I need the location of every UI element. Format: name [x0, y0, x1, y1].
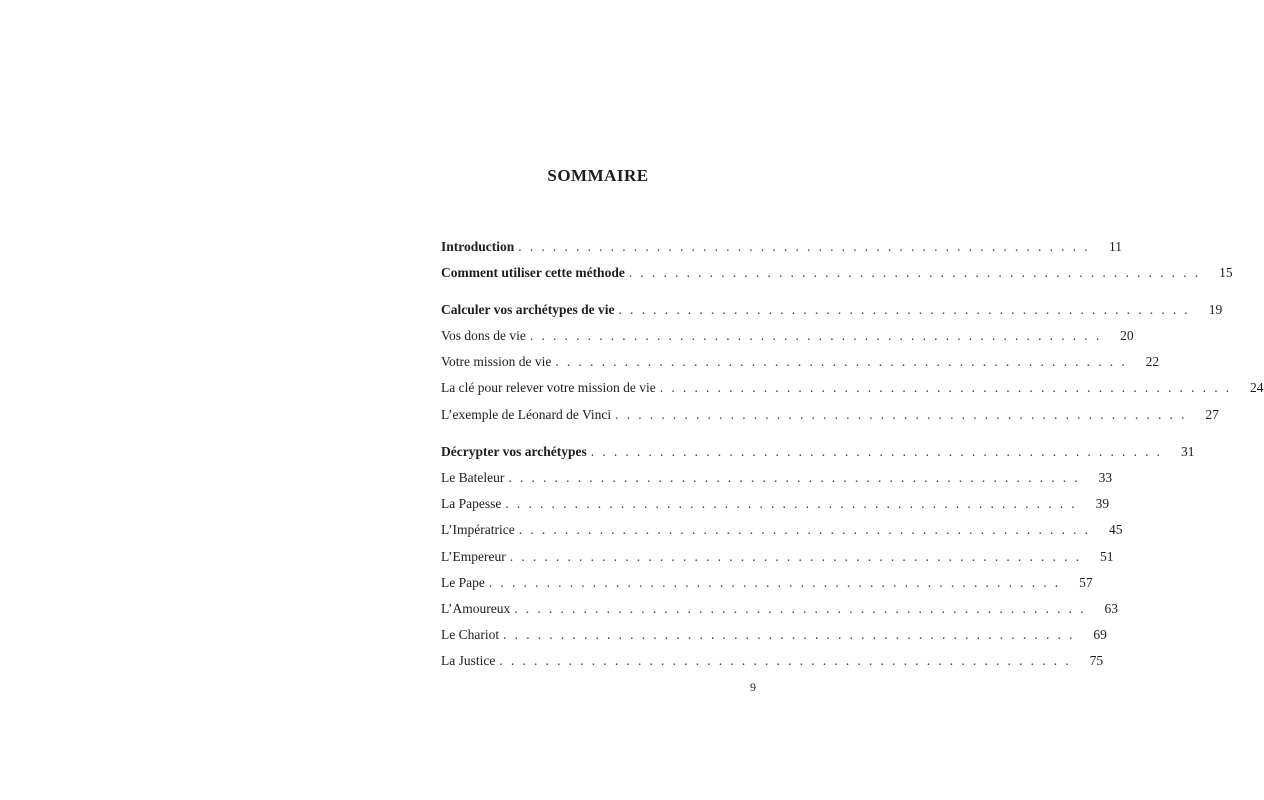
toc-entry-label: La clé pour relever votre mission de vie [441, 380, 656, 395]
toc-entry [441, 493, 1110, 515]
toc-entry-page: 20 [1120, 328, 1134, 343]
toc-entry-label: L’Amoureux [441, 601, 511, 616]
toc-entry-label: Le Bateleur [441, 470, 505, 485]
toc-entry [441, 467, 1113, 489]
dot-leader: . . . . . . . . . . . . . . . . . . . . . . . . . . . . . . . . . . . . . . . . . . . . . . . . . . [618, 302, 1191, 317]
toc-entry-label: Introduction [441, 239, 515, 254]
toc-entry [441, 572, 1093, 594]
toc-entry-page: 31 [1180, 444, 1195, 459]
toc-entry-label: La Justice [441, 653, 496, 668]
toc-entry [441, 262, 1233, 284]
dot-leader: . . . . . . . . . . . . . . . . . . . . . . . . . . . . . . . . . . . . . . . . . . . . . . . . . . [518, 522, 1091, 537]
toc-entry-page: 24 [1250, 380, 1264, 395]
dot-leader: . . . . . . . . . . . . . . . . . . . . . . . . . . . . . . . . . . . . . . . . . . . . . . . . . . [615, 407, 1187, 422]
dot-leader: . . . . . . . . . . . . . . . . . . . . . . . . . . . . . . . . . . . . . . . . . . . . . . . . . . [518, 239, 1091, 254]
dot-leader: . . . . . . . . . . . . . . . . . . . . . . . . . . . . . . . . . . . . . . . . . . . . . . . . . . [659, 380, 1232, 395]
toc-entry-page: 45 [1108, 522, 1123, 537]
dot-leader: . . . . . . . . . . . . . . . . . . . . . . . . . . . . . . . . . . . . . . . . . . . . . . . . . . [488, 575, 1061, 590]
toc-entry [441, 351, 1160, 373]
toc-entry-page: 19 [1208, 302, 1223, 317]
toc-entry [441, 404, 1219, 426]
toc-entry [441, 598, 1118, 620]
dot-leader: . . . . . . . . . . . . . . . . . . . . . . . . . . . . . . . . . . . . . . . . . . . . . . . . . . [499, 653, 1072, 668]
toc-entry-page: 22 [1145, 354, 1160, 369]
toc-entry [441, 325, 1134, 347]
toc-entry [441, 519, 1123, 541]
toc-entry-page: 39 [1095, 496, 1110, 511]
page-title: SOMMAIRE [547, 166, 649, 185]
toc-entry-label: La Papesse [441, 496, 502, 511]
dot-leader: . . . . . . . . . . . . . . . . . . . . . . . . . . . . . . . . . . . . . . . . . . . . . . . . . . [509, 549, 1082, 564]
toc-entry [441, 650, 1104, 672]
toc-entry-label: Le Chariot [441, 627, 500, 642]
dot-leader: . . . . . . . . . . . . . . . . . . . . . . . . . . . . . . . . . . . . . . . . . . . . . . . . . . [555, 354, 1128, 369]
toc-entry [441, 441, 1195, 463]
dot-leader: . . . . . . . . . . . . . . . . . . . . . . . . . . . . . . . . . . . . . . . . . . . . . . . . . . [503, 627, 1075, 642]
dot-leader: . . . . . . . . . . . . . . . . . . . . . . . . . . . . . . . . . . . . . . . . . . . . . . . . . . [514, 601, 1086, 616]
dot-leader: . . . . . . . . . . . . . . . . . . . . . . . . . . . . . . . . . . . . . . . . . . . . . . . . . . [529, 328, 1102, 343]
toc-entry-page: 15 [1219, 265, 1233, 280]
toc-entry-label: Décrypter vos archétypes [441, 444, 587, 459]
toc-entry-label: Le Pape [441, 575, 485, 590]
dot-leader: . . . . . . . . . . . . . . . . . . . . . . . . . . . . . . . . . . . . . . . . . . . . . . . . . . [508, 470, 1081, 485]
toc-entry-label: Comment utiliser cette méthode [441, 265, 625, 280]
dot-leader: . . . . . . . . . . . . . . . . . . . . . . . . . . . . . . . . . . . . . . . . . . . . . . . . . . [505, 496, 1078, 511]
toc-entry-label: L’exemple de Léonard de Vinci [441, 407, 612, 422]
toc-entry [441, 236, 1123, 258]
toc-entry-label: L’Empereur [441, 549, 506, 564]
toc-entry-page: 57 [1079, 575, 1093, 590]
toc-entry [441, 546, 1114, 568]
toc-entry [441, 299, 1223, 321]
page-number: 9 [750, 680, 756, 694]
toc-entry-label: L’Impératrice [441, 522, 515, 537]
toc-entry-label: Votre mission de vie [441, 354, 552, 369]
toc-entry-page: 51 [1099, 549, 1114, 564]
toc-entry-page: 27 [1205, 407, 1219, 422]
toc-entry-page: 75 [1089, 653, 1104, 668]
toc-entry-label: Calculer vos archétypes de vie [441, 302, 615, 317]
toc-entry [441, 377, 1264, 399]
dot-leader: . . . . . . . . . . . . . . . . . . . . . . . . . . . . . . . . . . . . . . . . . . . . . . . . . . [628, 265, 1201, 280]
toc-entry-page: 33 [1098, 470, 1113, 485]
toc-entry [441, 624, 1107, 646]
dot-leader: . . . . . . . . . . . . . . . . . . . . . . . . . . . . . . . . . . . . . . . . . . . . . . . . . . [590, 444, 1163, 459]
toc-entry-page: 11 [1109, 239, 1123, 254]
toc-entry-page: 69 [1093, 627, 1107, 642]
toc-entry-label: Vos dons de vie [441, 328, 526, 343]
toc-entry-page: 63 [1104, 601, 1118, 616]
